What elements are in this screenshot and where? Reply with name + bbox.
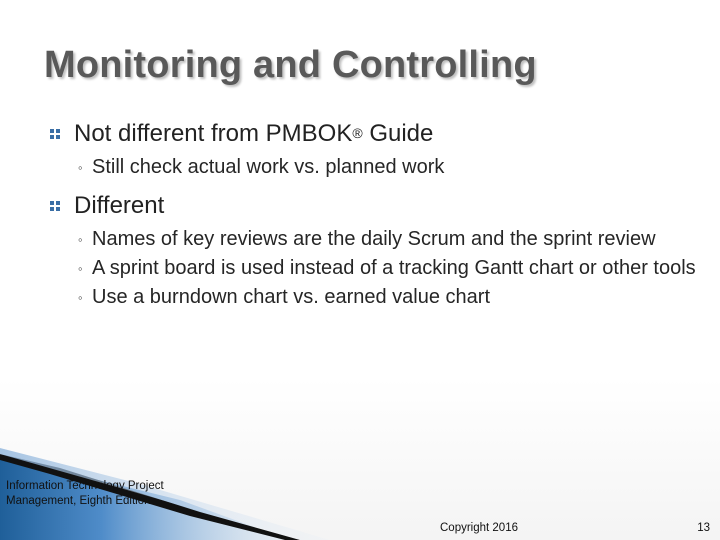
hollow-circle-icon: ◦ bbox=[78, 160, 83, 175]
sub-list-item bbox=[46, 254, 696, 283]
bullet-text: Not different from PMBOK bbox=[74, 120, 353, 147]
slide-content bbox=[46, 118, 696, 320]
hollow-circle-icon: ◦ bbox=[78, 232, 83, 247]
hollow-circle-icon: ◦ bbox=[78, 290, 83, 305]
sub-list-item bbox=[46, 225, 696, 254]
page-number: 13 bbox=[697, 522, 710, 534]
sub-item-text: Use a burndown chart vs. earned value chart bbox=[92, 286, 490, 308]
square-bullet-icon bbox=[50, 201, 60, 211]
sub-item-text: Names of key reviews are the daily Scrum and the sprint review bbox=[92, 228, 656, 250]
hollow-circle-icon: ◦ bbox=[78, 261, 83, 276]
square-bullet-icon bbox=[50, 129, 60, 139]
slide-title: Monitoring and Controlling bbox=[44, 44, 537, 86]
footer-book-title-line2: Management, Eighth Edition bbox=[6, 495, 151, 507]
sub-list bbox=[46, 225, 696, 312]
footer-book-title bbox=[6, 479, 196, 509]
footer-book-title-line1: Information Technology Project bbox=[6, 480, 164, 492]
footer-copyright: Copyright 2016 bbox=[440, 522, 518, 534]
sub-item-text: A sprint board is used instead of a tracking Gantt chart or other tools bbox=[92, 257, 696, 279]
sub-list bbox=[46, 153, 696, 182]
sub-list-item bbox=[46, 153, 696, 182]
sub-item-text: Still check actual work vs. planned work bbox=[92, 156, 445, 178]
bullet-item bbox=[46, 190, 696, 222]
registered-mark: ® bbox=[352, 125, 363, 141]
bullet-text-suffix: Guide bbox=[362, 120, 434, 147]
bullet-text: Different bbox=[74, 192, 165, 219]
bullet-item bbox=[46, 118, 696, 150]
sub-list-item bbox=[46, 283, 696, 312]
